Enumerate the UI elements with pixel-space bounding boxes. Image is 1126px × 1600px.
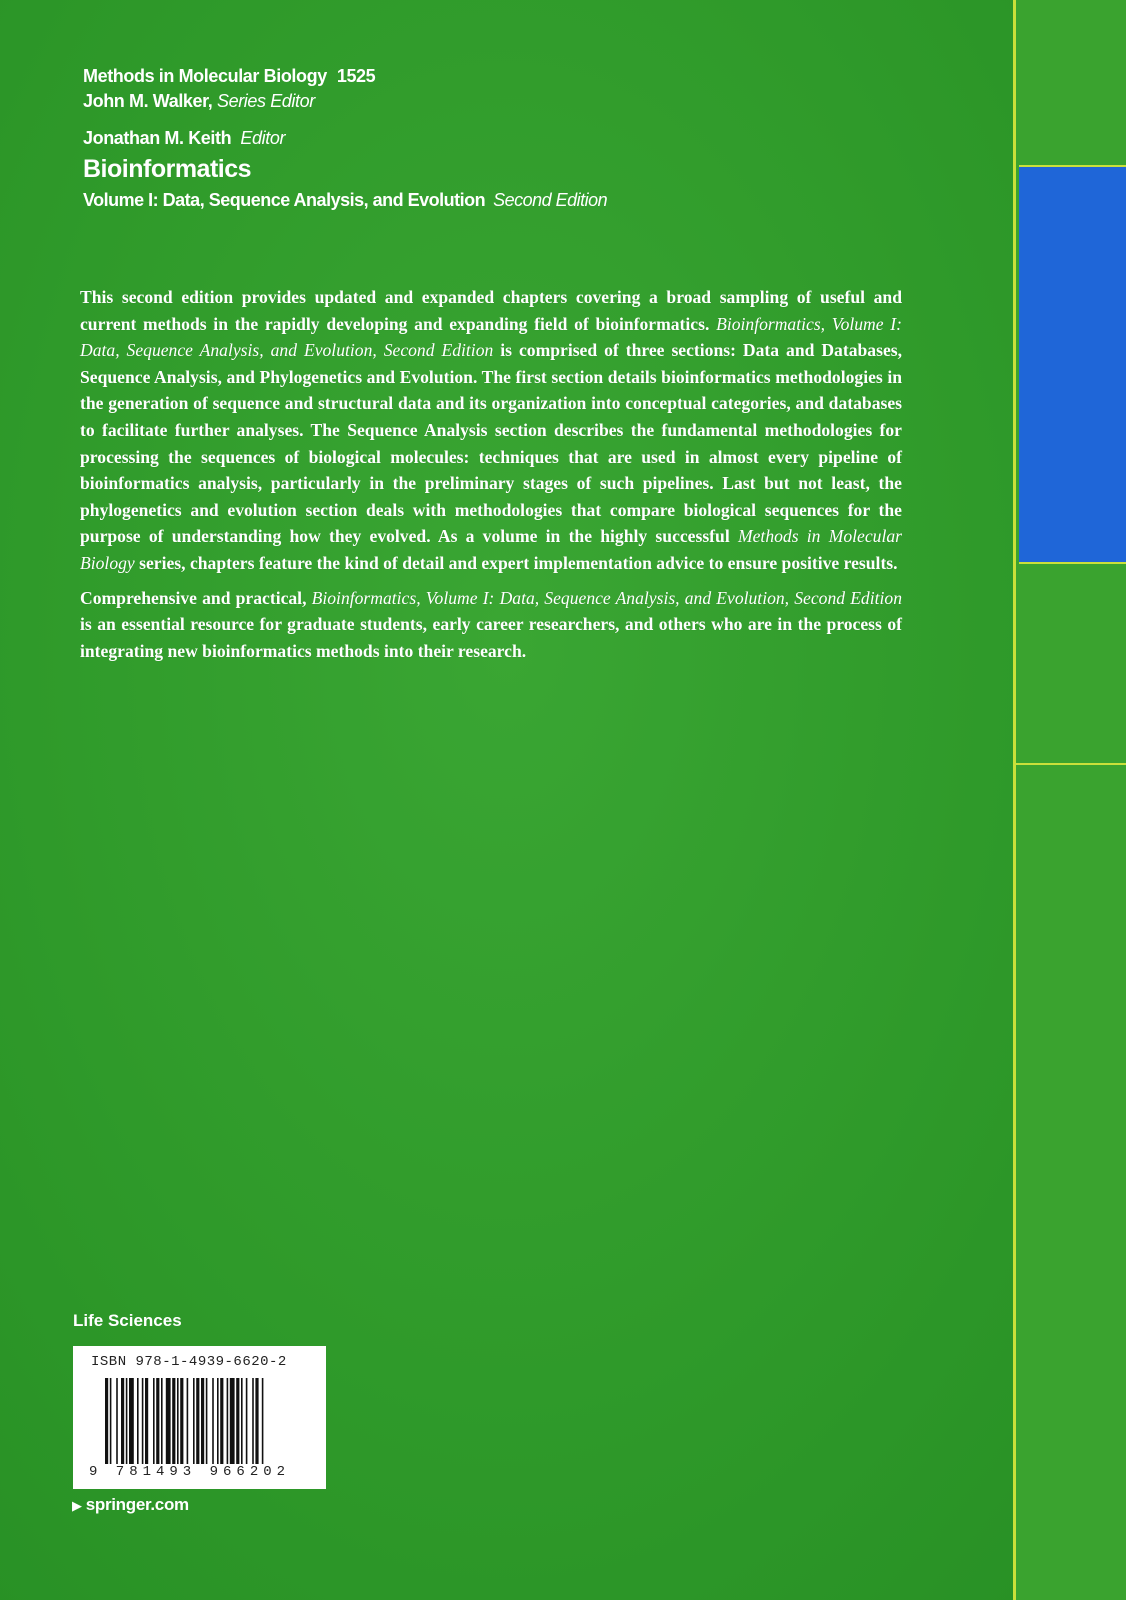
barcode-bar (145, 1378, 148, 1464)
barcode-bar (262, 1378, 264, 1464)
barcode-bar (217, 1378, 219, 1464)
series-line (83, 66, 607, 87)
spine-blue-band (1019, 165, 1126, 564)
description-text: This second edition provides updated and expanded chapters covering a broad sampling of useful and current methods in the rapidly developing and expanding field of bioinformatics. (80, 287, 902, 334)
barcode-bar (230, 1378, 235, 1464)
isbn-label: ISBN 978-1-4939-6620-2 (91, 1354, 287, 1370)
description-italic-title: Bioinformatics, Volume I: Data, Sequence Analysis, and Evolution, Second Edition (80, 313, 902, 361)
description-text: is an essential resource for graduate students, early career researchers, and others who are in the process of integrating new bioinformatics methods into their research. (80, 614, 902, 661)
barcode-bar (137, 1378, 139, 1464)
series-editor-line (83, 91, 607, 112)
play-triangle-icon: ▶ (72, 1498, 82, 1513)
barcode-bar (246, 1378, 248, 1464)
barcode-bar (142, 1378, 144, 1464)
barcode-bar (187, 1378, 189, 1464)
spine-divider-line (1013, 0, 1016, 1600)
editor-line (83, 128, 607, 149)
barcode-bar (241, 1378, 243, 1464)
series-name: Methods in Molecular Biology (83, 66, 327, 86)
barcode-bar (166, 1378, 171, 1464)
editor-name: Jonathan M. Keith (83, 128, 232, 148)
isbn-barcode (73, 1346, 326, 1489)
editor-role: Editor (240, 128, 286, 148)
barcode-bar (201, 1378, 204, 1464)
barcode-bar (161, 1378, 163, 1464)
barcode-bar (255, 1378, 258, 1464)
barcode-bar (105, 1378, 108, 1464)
description-italic-series: Methods in Molecular Biology (80, 526, 903, 573)
barcode-bar (227, 1378, 229, 1464)
barcode-bar (126, 1378, 128, 1464)
barcode-bar (252, 1378, 254, 1464)
book-edition: Second Edition (493, 190, 608, 210)
series-number: 1525 (336, 66, 376, 86)
barcode-bar (110, 1378, 112, 1464)
cover-header (83, 66, 607, 211)
book-title: Bioinformatics (83, 155, 252, 183)
barcode-bar (172, 1378, 175, 1464)
description-italic-title: Bioinformatics, Volume I: Data, Sequence Analysis, and Evolution, Second Edition (311, 587, 902, 608)
spine-horizontal-rule (1016, 763, 1126, 765)
barcode-bar (116, 1378, 118, 1464)
description-paragraph-2 (80, 585, 902, 665)
barcode-bar (153, 1378, 155, 1464)
series-editor-role: Series Editor (216, 91, 315, 111)
description-text: Comprehensive and practical, (80, 587, 312, 608)
barcode-digits: 9 781493 966202 (89, 1464, 291, 1480)
book-description (80, 284, 902, 672)
description-text: series, chapters feature the kind of detail and expert implementation advice to ensure positive results. (134, 552, 898, 573)
barcode-bar (220, 1378, 223, 1464)
barcode-bar (156, 1378, 159, 1464)
barcode-bar (212, 1378, 214, 1464)
barcode-bar (129, 1378, 134, 1464)
book-subtitle: Volume I: Data, Sequence Analysis, and Evolution (83, 190, 486, 210)
publisher-website[interactable]: springer.com (85, 1495, 189, 1514)
barcode-bar (236, 1378, 239, 1464)
barcode-bar (121, 1378, 124, 1464)
description-paragraph-1 (80, 284, 902, 577)
barcode-bar (196, 1378, 199, 1464)
publisher-link[interactable] (72, 1495, 189, 1515)
subject-category: Life Sciences (73, 1311, 182, 1330)
barcode-bar (193, 1378, 195, 1464)
barcode-bars (105, 1378, 317, 1464)
series-editor-name: John M. Walker, (83, 91, 213, 111)
barcode-bar (177, 1378, 179, 1464)
barcode-bar (206, 1378, 208, 1464)
description-text: is comprised of three sections: Data and Databases, Sequence Analysis, and Phylogenetics and Evolution. The first section details bioinformatics methodologies in the generation of sequence and structural data and its organization into conceptual categories, and databases to facilitate further analyses. The Sequence Analysis section describes the fundamental methodologies for processing the sequences of biological molecules: techniques that are used in almost every pipeline of bioinformatics analysis, particularly in the preliminary stages of such pipelines. Last but not least, the phylogenetics and evolution section deals with methodologies that compare biological sequences for the purpose of understanding how they evolved. As a volume in the highly successful (80, 340, 902, 547)
book-subtitle-line (83, 190, 607, 211)
barcode-bar (180, 1378, 183, 1464)
